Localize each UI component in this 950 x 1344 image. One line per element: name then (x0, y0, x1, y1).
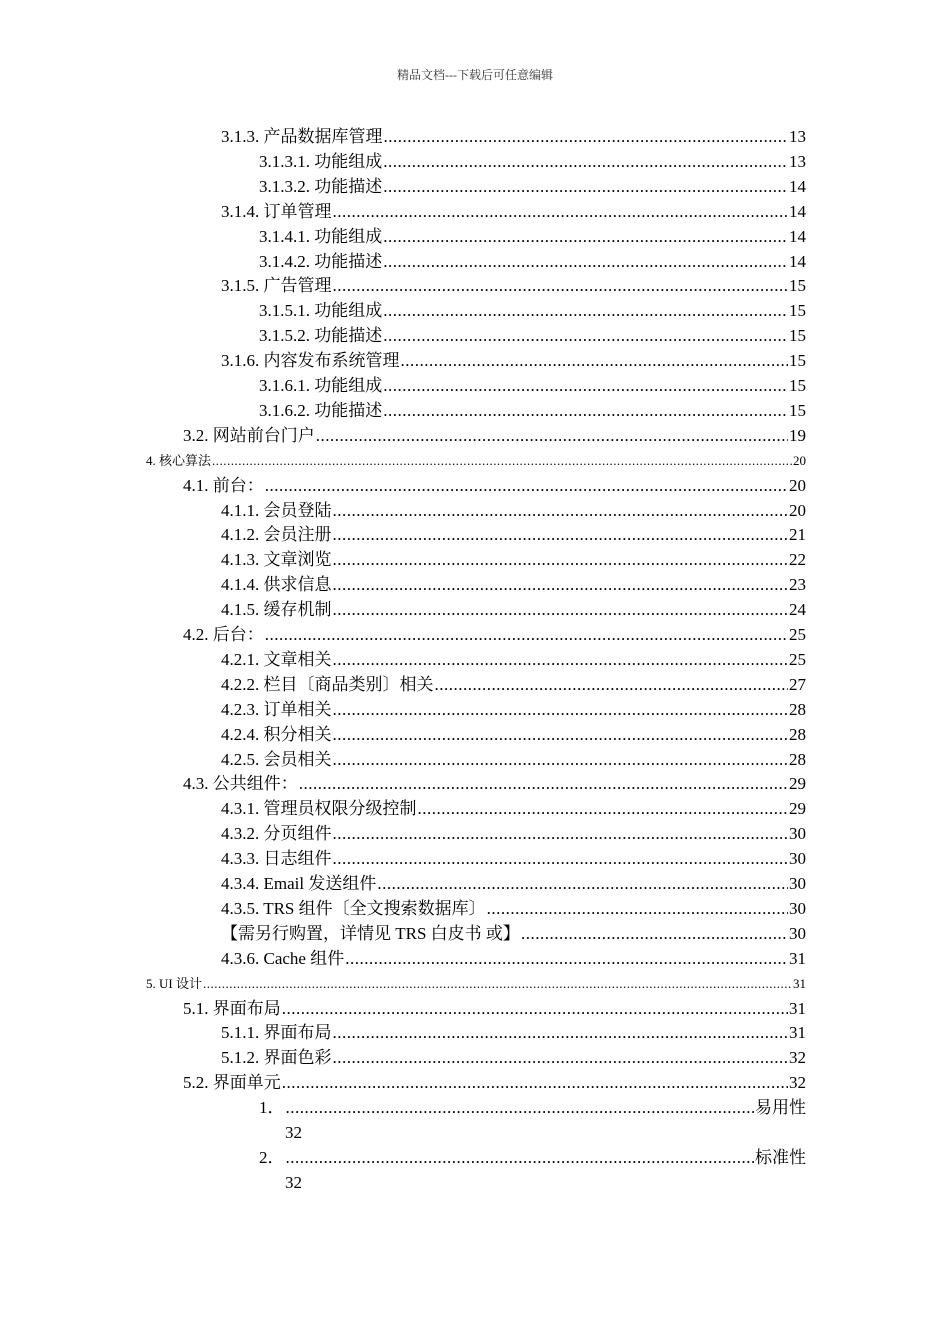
toc-leader-dots (383, 174, 788, 199)
toc-leader-dots (333, 647, 789, 672)
toc-entry[interactable] (259, 298, 806, 323)
toc-entry-label: 4.3.2. 分页组件 (221, 824, 332, 844)
toc-entry[interactable] (183, 1070, 806, 1095)
toc-entry[interactable] (221, 647, 806, 672)
toc-entry-page: 15 (789, 351, 806, 371)
toc-entry-label: 4.1.3. 文章浏览 (221, 550, 332, 570)
toc-entry[interactable] (146, 971, 806, 996)
toc-entry[interactable] (221, 747, 806, 772)
toc-leader-dots (286, 1145, 755, 1170)
toc-entry-label: 4.2.3. 订单相关 (221, 699, 332, 719)
toc-entry-page: 30 (789, 849, 806, 869)
toc-entry[interactable] (221, 946, 806, 971)
toc-leader-dots (333, 572, 789, 597)
toc-leader-dots (333, 821, 789, 846)
toc-entry-page: 30 (789, 824, 806, 844)
toc-entry[interactable] (259, 1145, 806, 1170)
toc-entry-label: 3.1.3.1. 功能组成 (259, 151, 383, 171)
toc-entry-page: 28 (789, 699, 806, 719)
toc-entry-label: 4.3.3. 日志组件 (221, 849, 332, 869)
toc-leader-dots (333, 522, 789, 547)
toc-entry-page: 31 (793, 975, 806, 991)
toc-entry[interactable] (259, 174, 806, 199)
toc-leader-dots (383, 249, 788, 274)
toc-entry-label: 4.1.2. 会员注册 (221, 525, 332, 545)
toc-leader-dots (212, 448, 792, 473)
toc-entry-label: 4.3.5. TRS 组件〔全文搜索数据库〕 (221, 898, 486, 918)
toc-entry[interactable] (221, 846, 806, 871)
toc-entry-label: 3.1.5. 广告管理 (221, 276, 332, 296)
toc-entry-label: 3.1.6.1. 功能组成 (259, 376, 383, 395)
toc-leader-dots (333, 547, 789, 572)
toc-entry-label: 5. UI 设计 (146, 975, 202, 991)
toc-entry[interactable] (183, 622, 806, 647)
toc-entry-page: 24 (789, 600, 806, 620)
toc-entry-page: 30 (789, 923, 806, 943)
toc-entry-page: 15 (789, 326, 806, 346)
toc-entry-page: 13 (789, 127, 806, 146)
toc-entry[interactable] (221, 896, 806, 921)
toc-entry-label: 3.1.5.2. 功能描述 (259, 326, 383, 346)
toc-entry-label: 4.3.4. Email 发送组件 (221, 874, 377, 893)
toc-leader-dots (383, 298, 788, 323)
toc-entry-page: 15 (789, 400, 806, 420)
toc-entry-page: 30 (789, 898, 806, 918)
toc-entry-page: 25 (789, 649, 806, 669)
toc-entry[interactable] (221, 597, 806, 622)
toc-leader-dots (203, 971, 792, 996)
toc-leader-dots (333, 846, 789, 871)
toc-entry-page: 29 (789, 774, 806, 794)
toc-entry[interactable] (259, 398, 806, 423)
toc-leader-dots (333, 722, 789, 747)
toc-entry[interactable] (259, 1095, 806, 1120)
toc-entry-label: 4.3. 公共组件： (183, 774, 298, 794)
toc-entry-page: 28 (789, 749, 806, 769)
toc-entry-page: 20 (789, 500, 806, 520)
toc-entry-page: 23 (789, 575, 806, 595)
toc-entry-page: 14 (789, 201, 806, 221)
toc-entry[interactable] (221, 572, 806, 597)
toc-leader-dots (282, 1070, 788, 1095)
toc-leader-dots (435, 672, 789, 697)
toc-entry-page: 14 (789, 251, 806, 271)
toc-leader-dots (383, 149, 788, 174)
toc-entry[interactable] (183, 473, 806, 498)
toc-leader-dots (333, 1045, 789, 1070)
toc-entry[interactable] (221, 199, 806, 224)
toc-entry-label: 4.2.1. 文章相关 (221, 649, 332, 669)
toc-leader-dots (333, 597, 789, 622)
toc-entry-label: 3.1.4.2. 功能描述 (259, 251, 383, 271)
toc-entry-label: 4.2. 后台： (183, 625, 264, 644)
toc-entry[interactable] (221, 1045, 806, 1070)
toc-entry-page: 30 (789, 874, 806, 893)
toc-entry-page: 21 (789, 525, 806, 545)
toc-entry-page: 25 (789, 625, 806, 644)
toc-leader-dots (265, 622, 788, 647)
toc-entry-label: 3.1.3. 产品数据库管理 (221, 127, 383, 146)
toc-entry-page: 32 (285, 1172, 302, 1192)
toc-leader-dots (383, 398, 788, 423)
toc-entry-page: 31 (789, 1023, 806, 1043)
toc-entry[interactable] (259, 323, 806, 348)
toc-entry[interactable] (221, 871, 806, 896)
toc-entry-label: 4.2.2. 栏目〔商品类别〕相关 (221, 674, 434, 694)
toc-entry-page: 19 (789, 425, 806, 445)
toc-entry-label: 4.2.5. 会员相关 (221, 749, 332, 769)
toc-entry[interactable] (146, 448, 806, 473)
toc-entry[interactable] (221, 722, 806, 747)
toc-entry-page: 28 (789, 724, 806, 744)
toc-entry-label: 4.2.4. 积分相关 (221, 724, 332, 744)
toc-entry-page: 15 (789, 276, 806, 296)
toc-leader-dots (333, 273, 789, 298)
toc-entry[interactable] (259, 149, 806, 174)
toc-leader-dots (316, 423, 788, 448)
toc-entry[interactable] (221, 697, 806, 722)
toc-entry[interactable] (259, 224, 806, 249)
toc-leader-dots (333, 1020, 789, 1045)
toc-entry[interactable] (183, 996, 806, 1021)
toc-entry-label: 5.2. 界面单元 (183, 1073, 281, 1093)
toc-entry-page: 32 (789, 1073, 806, 1093)
toc-leader-dots (377, 871, 788, 896)
page-header: 精品文档---下载后可任意编辑 (397, 68, 553, 82)
toc-entry-label: 标准性 (755, 1147, 806, 1167)
toc-entry-page: 32 (285, 1123, 302, 1142)
toc-entry-page: 31 (789, 998, 806, 1018)
toc-entry[interactable] (221, 124, 806, 149)
toc-entry-page: 31 (789, 948, 806, 968)
toc-leader-dots (333, 747, 789, 772)
toc-entry-label: 5.1. 界面布局 (183, 998, 281, 1018)
toc-entry-label: 4.1.4. 供求信息 (221, 575, 332, 595)
toc-entry-label: 3.2. 网站前台门户 (183, 425, 315, 445)
toc-entry[interactable] (183, 771, 806, 796)
toc-entry-label: 4.3.1. 管理员权限分级控制 (221, 799, 417, 819)
toc-entry-page: 15 (789, 376, 806, 395)
toc-entry-label: 3.1.4. 订单管理 (221, 201, 332, 221)
toc-entry-page: 13 (789, 151, 806, 171)
toc-entry-label: 5.1.2. 界面色彩 (221, 1048, 332, 1068)
toc-entry[interactable] (183, 423, 806, 448)
toc-leader-dots (487, 896, 788, 921)
toc-entry[interactable] (259, 249, 806, 274)
toc-entry-label: 4.3.6. Cache 组件 (221, 948, 345, 968)
toc-entry[interactable] (221, 273, 806, 298)
toc-leader-dots (345, 946, 788, 971)
toc-leader-dots (333, 697, 789, 722)
toc-entry-page: 29 (789, 799, 806, 819)
toc-entry[interactable] (259, 373, 806, 398)
toc-entry-page: 27 (789, 674, 806, 694)
toc-entry[interactable] (221, 921, 806, 946)
toc-leader-dots (384, 124, 789, 149)
toc-entry-label: 3.1.3.2. 功能描述 (259, 176, 383, 196)
toc-entry[interactable] (221, 821, 806, 846)
toc-entry-label: 3.1.6.2. 功能描述 (259, 400, 383, 420)
toc-leader-dots (286, 1095, 755, 1120)
toc-leader-dots (418, 796, 789, 821)
toc-leader-dots (521, 921, 788, 946)
toc-entry[interactable] (221, 1020, 806, 1045)
toc-entry-page: 14 (789, 176, 806, 196)
toc-leader-dots (333, 199, 789, 224)
toc-entry-number: 2． (259, 1147, 285, 1167)
toc-leader-dots (383, 373, 788, 398)
toc-leader-dots (383, 323, 788, 348)
toc-entry-label: 4.1. 前台： (183, 475, 264, 495)
toc-entry-page: 22 (789, 550, 806, 570)
toc-entry[interactable] (221, 547, 806, 572)
toc-leader-dots (401, 348, 789, 373)
toc-entry[interactable] (221, 348, 806, 373)
toc-leader-dots (333, 498, 789, 523)
toc-entry[interactable] (221, 522, 806, 547)
toc-entry-label: 3.1.5.1. 功能组成 (259, 301, 383, 321)
toc-entry[interactable] (221, 796, 806, 821)
toc-entry-page: 20 (789, 475, 806, 495)
toc-entry-label: 【需另行购置，详情见 TRS 白皮书 或】 (221, 923, 520, 943)
toc-entry-page: 15 (789, 301, 806, 321)
toc-entry-label: 3.1.4.1. 功能组成 (259, 226, 383, 246)
toc-leader-dots (299, 771, 788, 796)
toc-entry-label: 4. 核心算法 (146, 452, 212, 468)
toc-leader-dots (265, 473, 788, 498)
toc-entry-page: 32 (789, 1048, 806, 1068)
toc-entry-page: 20 (793, 452, 806, 468)
toc-entry-label: 5.1.1. 界面布局 (221, 1023, 332, 1043)
toc-entry[interactable] (221, 498, 806, 523)
toc-entry-label: 3.1.6. 内容发布系统管理 (221, 351, 400, 371)
toc-entry-label: 4.1.1. 会员登陆 (221, 500, 332, 520)
toc-entry-label: 易用性 (755, 1098, 806, 1118)
toc-entry-page: 14 (789, 226, 806, 246)
toc-leader-dots (282, 996, 788, 1021)
toc-entry-number: 1． (259, 1098, 285, 1118)
toc-entry-label: 4.1.5. 缓存机制 (221, 600, 332, 620)
toc-leader-dots (383, 224, 788, 249)
toc-entry[interactable] (221, 672, 806, 697)
